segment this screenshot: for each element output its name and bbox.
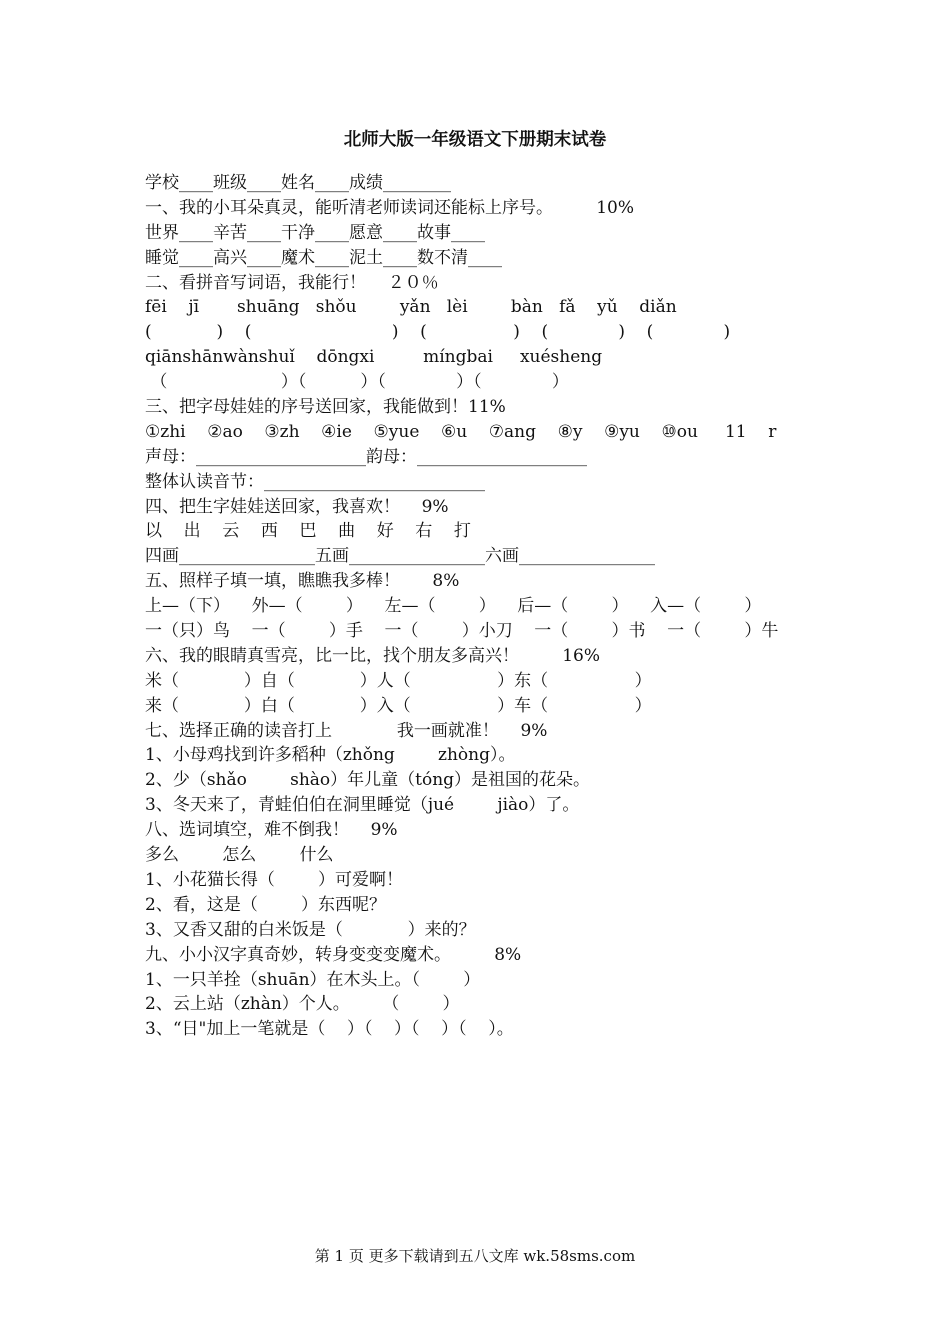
section-4-characters: 以 出 云 西 巴 曲 好 右 打 <box>145 521 471 542</box>
section-5-row-1: 上—（下） 外—（ ） 左—（ ） 后—（ ） 入—（ ） <box>145 596 762 617</box>
section-6-heading: 六、我的眼睛真雪亮，比一比，找个朋友多高兴！ 16% <box>145 645 601 666</box>
section-8-item-3: 3、又香又甜的白米饭是（ ）来的？ <box>145 919 476 940</box>
section-6-row-1: 米（ ）自（ ）人（ ）东（ ） <box>145 670 652 691</box>
section-2-heading: 二、看拼音写词语，我能行！ ２０％ <box>145 272 439 293</box>
section-7-heading: 七、选择正确的读音打上 我一画就准！ 9% <box>145 720 548 741</box>
section-1-words-row-2: 睡觉____高兴____魔术____泥土____数不清____ <box>145 247 502 268</box>
header-info-line: 学校____班级____姓名____成绩________ <box>145 173 451 193</box>
section-9-item-2: 2、云上站（zhàn）个人。 （ ） <box>145 994 460 1015</box>
section-8-item-2: 2、看，这是（ ）东西呢？ <box>145 894 387 915</box>
section-9-heading: 九、小小汉字真奇妙，转身变变变魔术。 8% <box>145 944 522 965</box>
section-3-letters: ①zhi ②ao ③zh ④ie ⑤yue ⑥u ⑦ang ⑧y ⑨yu ⑩ou 11 r <box>145 421 777 442</box>
section-8-item-1: 1、小花猫长得（ ）可爱啊！ <box>145 869 404 890</box>
section-9-item-1: 1、一只羊拴（shuān）在木头上。（ ） <box>145 969 481 990</box>
section-6-row-2: 来（ ）白（ ）入（ ）车（ ） <box>145 695 652 716</box>
section-2-blanks-row-1: ( ) ( ) ( ) ( ) ( ) <box>145 322 731 343</box>
section-3-heading: 三、把字母娃娃的序号送回家，我能做到！11% <box>145 397 506 418</box>
section-8-word-choices: 多么 怎么 什么 <box>145 845 334 866</box>
section-8-heading: 八、选词填空，难不倒我！ 9% <box>145 820 398 841</box>
section-4-stroke-blanks: 四画________________五画________________六画________________ <box>145 546 655 567</box>
section-1-words-row-1: 世界____辛苦____干净____愿意____故事____ <box>145 222 485 243</box>
section-7-item-2: 2、少（shǎo shào）年儿童（tóng）是祖国的花朵。 <box>145 770 591 791</box>
exam-body <box>145 171 845 1042</box>
section-2-pinyin-row-1: fēi jī shuāng shǒu yǎn lèi bàn fǎ yǔ diǎn <box>145 297 677 318</box>
section-3-initials-finals: 声母：____________________韵母：____________________ <box>145 446 587 467</box>
page-footer: 第 1 页 更多下载请到五八文库 wk.58sms.com <box>314 1247 636 1265</box>
section-7-item-1: 1、小母鸡找到许多稻种（zhǒng zhòng）。 <box>145 745 516 766</box>
section-5-row-2: 一（只）鸟 一（ ）手 一（ ）小刀 一（ ）书 一（ ）牛 <box>145 621 779 642</box>
section-2-blanks-row-2: （ ）（ ）（ ）（ ） <box>145 372 569 393</box>
section-3-whole-syllables: 整体认读音节：__________________________ <box>145 471 485 492</box>
section-2-pinyin-row-2: qiānshānwànshuǐ dōngxi míngbai xuésheng <box>145 347 603 368</box>
page-title: 北师大版一年级语文下册期末试卷 <box>343 130 607 150</box>
section-7-item-3: 3、冬天来了，青蛙伯伯在洞里睡觉（jué jiào）了。 <box>145 795 580 816</box>
section-5-heading: 五、照样子填一填，瞧瞧我多棒！ 8% <box>145 571 460 592</box>
section-1-heading: 一、我的小耳朵真灵，能听清老师读词还能标上序号。 10% <box>145 197 635 218</box>
section-9-item-3: 3、“日"加上一笔就是（ ）（ ）（ ）（ ）。 <box>145 1019 514 1040</box>
section-4-heading: 四、把生字娃娃送回家，我喜欢！ 9% <box>145 496 449 517</box>
